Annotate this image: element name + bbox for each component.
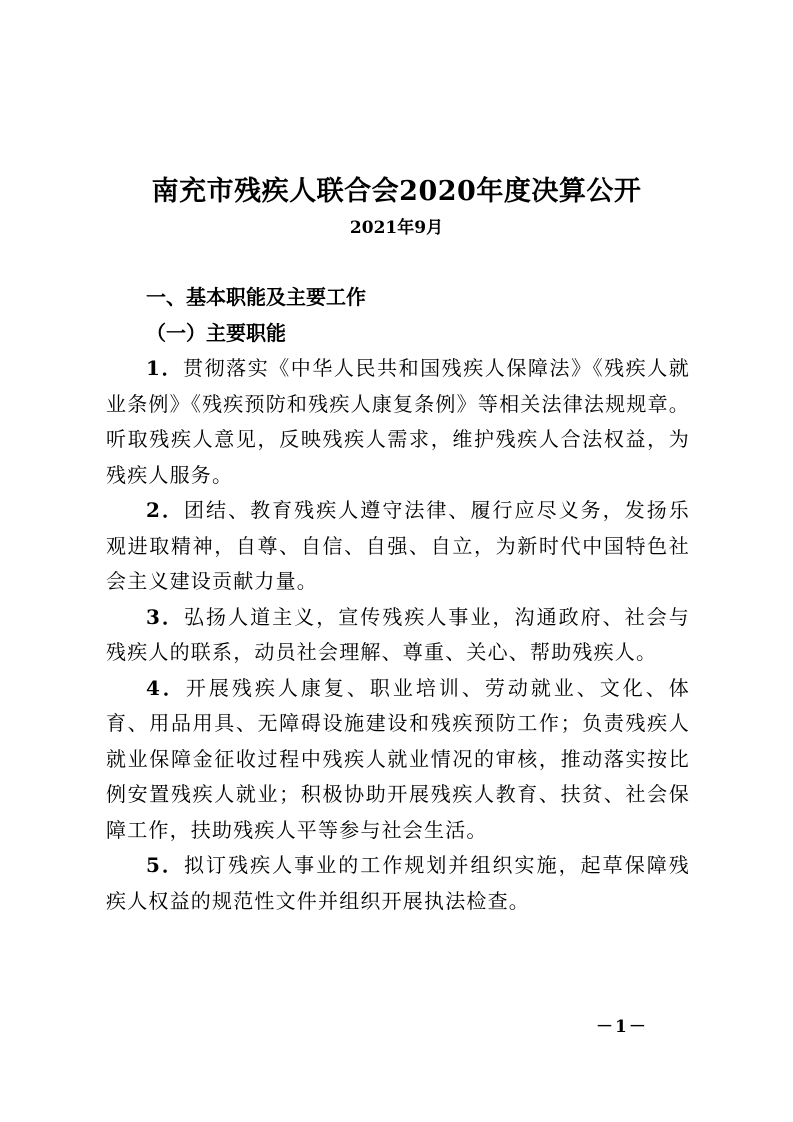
- paragraph-number: 5．: [146, 853, 184, 877]
- paragraph-3: [106, 600, 690, 671]
- paragraph-2: [106, 493, 690, 600]
- document-title: 南充市残疾人联合会2020年度决算公开: [151, 176, 642, 207]
- paragraph-5: [106, 848, 690, 919]
- section-heading: 一、基本职能及主要工作: [146, 285, 366, 309]
- paragraph-text: 贯彻落实《中华人民共和国残疾人保障法》《残疾人就业条例》《残疾预防和残疾人康复条例》等相关法律法规规章。听取残疾人意见，反映残疾人需求，维护残疾人合法权益，为残疾人服务。: [106, 356, 690, 487]
- subsection-heading: （一）主要职能: [146, 320, 286, 345]
- document-date: 2021年9月: [349, 218, 444, 238]
- paragraph-1: [106, 351, 690, 493]
- paragraph-text: 开展残疾人康复、职业培训、劳动就业、文化、体育、用品用具、无障碍设施建设和残疾预防工作；负责残疾人就业保障金征收过程中残疾人就业情况的审核，推动落实按比例安置残疾人就业；积极协助开展残疾人教育、扶贫、社会保障工作，扶助残疾人平等参与社会生活。: [106, 675, 690, 842]
- page-number: －1－: [596, 1017, 648, 1037]
- paragraph-number: 2．: [146, 498, 184, 522]
- paragraph-text: 团结、教育残疾人遵守法律、履行应尽义务，发扬乐观进取精神，自尊、自信、自强、自立，为新时代中国特色社会主义建设贡献力量。: [106, 498, 690, 593]
- paragraph-number: 4．: [146, 675, 186, 700]
- paragraph-number: 3．: [146, 604, 184, 629]
- paragraph-text: 弘扬人道主义，宣传残疾人事业，沟通政府、社会与残疾人的联系，动员社会理解、尊重、关心、帮助残疾人。: [106, 604, 690, 664]
- paragraph-number: 1．: [146, 356, 184, 380]
- paragraph-4: [106, 671, 690, 849]
- document-body: [106, 280, 690, 919]
- paragraph-text: 拟订残疾人事业的工作规划并组织实施，起草保障残疾人权益的规范性文件并组织开展执法检查。: [106, 853, 690, 913]
